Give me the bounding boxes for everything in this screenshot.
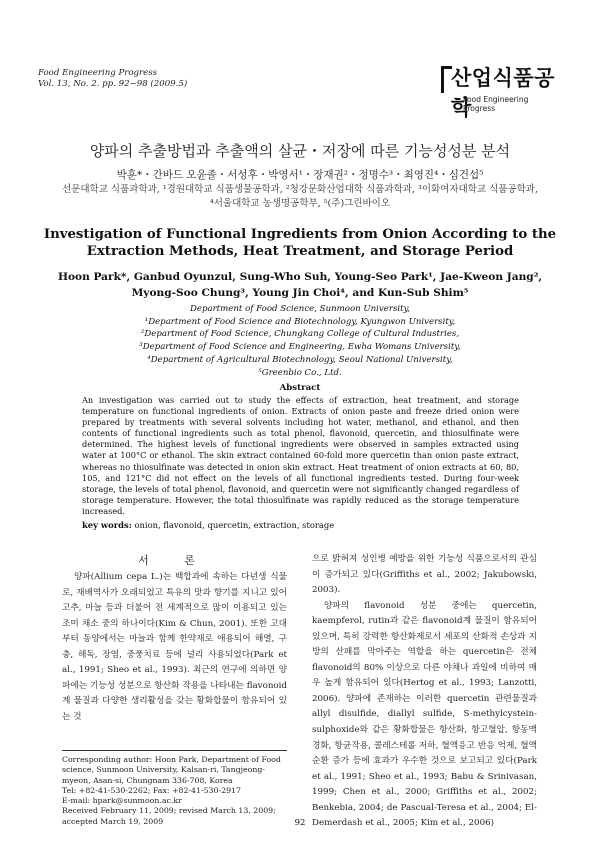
affiliation-line: ³Department of Food Science and Engineering, Ewha Womans University, [139,342,461,353]
abstract-text: An investigation was carried out to study the effects of extraction, heat treatment, and storage temperature on functional ingredients of onion. Extracts of onion paste and freeze dried onion were prepared by treatments with several solvents including hot water, methanol, and ethanol, and then contents of functional ingredients such as total phenol, flavonoid, quercetin, and thiosulfinate were determined. The highest levels of functional ingredients were observed in samples extracted using water at 100°C or ethanol. The skin extract contained 60-fold more quercetin than onion paste extract, whereas no thiosulfinate was detected in onion skin extract. Heat treatment of onion extracts at 60, 80, 105, and 121°C did not effect on the levels of all functional ingredients tested. During four-week storage, the levels of total phenol, flavonoid, and quercetin were not significantly changed regardless of storage temperature. However, the total thiosulfinate was rapidly reduced as the storage temperature increased. [82,395,519,516]
keywords-list: onion, flavonoid, quercetin, extraction, storage [134,520,335,530]
affiliation-line: ¹Department of Food Science and Biotechnology, Kyungwon University, [144,316,456,327]
keywords [82,520,519,530]
english-title-line: Extraction Methods, Heat Treatment, and Storage Period [86,244,514,259]
journal-volume: Vol. 13, No. 2. pp. 92~98 (2009.5) [38,79,188,89]
journal-header [38,68,187,90]
body-paragraph: 양파(Allium cepa L.)는 백합과에 속하는 다년생 식물로, 재배역사가 오래되었고 특유의 맛과 향기를 지니고 있어 고추, 마늘 등과 더불어 전 세계적으로 많이 이용되고 있는 조미 채소 중의 하나이다(Kim & Chun, 2001). 또한 고대부터 동양에서는 마늘과 함께 한약재로 애용되어 해열, 구충, 해독, 장염, 중풍치료 등에 널리 사용되었다(Park et al., 1991; Sheo et al., 1993). 최근의 연구에 의하면 양파에는 기능성 성분으로 항산화 작용을 나타내는 flavonoid계 물질과 다양한 생리활성을 갖는 황화합물이 함유되어 있는 것 [62,572,287,722]
english-authors [40,269,560,301]
korean-authors: 박훈*・간바드 오윤졸・서성후・박영서¹・장재권²・정명수³・최영진⁴・심건섭⁵ [116,169,484,181]
english-authors-line: Myong-Soo Chung³, Young Jin Choi⁴, and Kun-Sub Shim⁵ [131,287,469,299]
body-paragraph: 으로 밝혀져 성인병 예방을 위한 기능성 식품으로서의 관심이 증가되고 있다(Griffiths et al., 2002; Jakubowski, 2003). [312,554,537,596]
english-title-line: Investigation of Functional Ingredients from Onion According to the [43,227,557,242]
intro-column-1 [62,570,287,725]
abstract-heading: Abstract [279,383,321,393]
affiliation-line: ²Department of Food Science, Chungkang College of Cultural Industries, [140,329,460,340]
intro-column-2 [312,552,537,832]
correspondence-line: Tel: +82-41-530-2262; Fax: +82-41-530-2917 [62,785,241,795]
english-affiliations [40,303,560,379]
korean-affiliation-line: ⁴서울대학교 농생명공학부, ⁵(주)그린바이오 [209,198,391,209]
correspondence-footnote [62,755,287,827]
page-number: 92 [294,818,306,828]
footnote-divider [62,750,287,751]
journal-logo [441,62,556,120]
affiliation-line: ⁴Department of Agricultural Biotechnology, Seoul National University, [147,354,453,365]
section-heading-intro: 서 론 [138,554,211,567]
logo-main-text: 산업식품공학 [451,66,555,120]
english-authors-line: Hoon Park*, Ganbud Oyunzul, Sung-Who Suh, Young-Seo Park¹, Jae-Kweon Jang², [57,271,543,283]
korean-affiliation-line: 선문대학교 식품과학과, ¹경원대학교 식품생물공학과, ²청강문화산업대학 식품과학과, ³이화여자대학교 식품공학과, [62,184,538,195]
korean-affiliations [20,183,580,211]
affiliation-line: ⁵Greenbio Co., Ltd. [258,367,342,378]
journal-name: Food Engineering Progress [38,68,158,78]
affiliation-line: Department of Food Science, Sunmoon University, [189,304,411,314]
korean-title: 양파의 추출방법과 추출액의 살균・저장에 따른 기능성성분 분석 [89,142,511,160]
body-paragraph: 양파의 flavonoid 성분 중에는 quercetin, kaempferol, rutin과 같은 flavonoid계 물질이 함유되어 있으며, 특히 강력한 항산화제로서 세포의 산화적 손상과 지방의 산패를 막아주는 역할을 하는 quercetin은 전체 flavonoid의 80% 이상으로 다른 야채나 과일에 비하여 매우 높게 함유되어 있다(Hertog et al., 1993; Lanzotti, 2006). 양파에 존재하는 이러한 quercetin 관련물질과 allyl disulfide, diallyl sulfide, S-methylcystein-sulphoxide와 같은 황화합물은 항산화, 항고혈압, 항동맥경화, 항균작용, 콜레스테롤 저하, 혈액응고 반응 억제, 혈액순환 증가 등에 효과가 우수한 것으로 보고되고 있다(Park et al., 1991; Sheo et al., 1993; Babu & Srinivasan, 1999; Chen et al., 2000; Griffiths et al., 2002; Benkebia, 2004; de Pascual-Teresa et al., 2004; El-Demerdash et al., 2005; Kim et al., 2006) [312,600,537,829]
english-title [40,226,560,260]
correspondence-line: Received February 11, 2009; revised March 13, 2009; accepted March 19, 2009 [62,806,276,826]
keywords-label: key words: [82,520,132,530]
correspondence-line: Corresponding author: Hoon Park, Department of Food science, Sunmoon University, Kalsan-ri, Tangjeong-myeon, Asan-si, Chungnam 336-708, Korea [62,755,281,785]
correspondence-line: E-mail: hpark@sunmoon.ac.kr [62,796,182,806]
logo-sub-text: Food Engineering Progress [463,95,529,113]
